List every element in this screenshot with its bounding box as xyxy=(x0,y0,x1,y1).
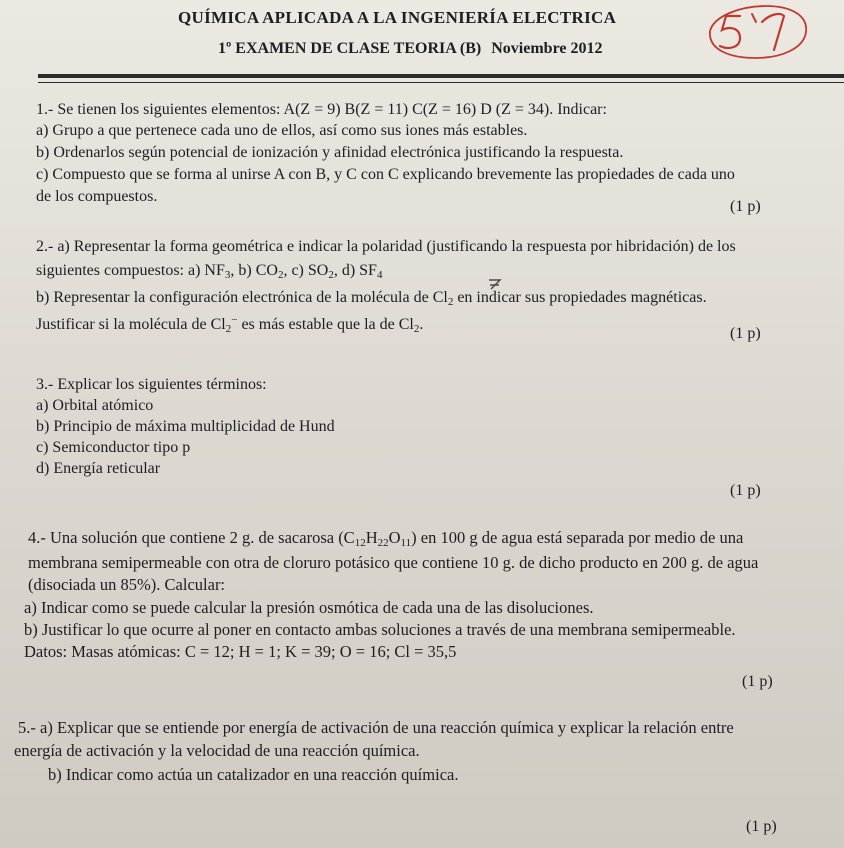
q2-compounds: siguientes compuestos: a) $NF_3$, b) $CO_2$, c) $SO_2$, d) $SF_4$ xyxy=(36,262,383,281)
q2-item-b-justify: Justificar si la molécula de $Cl_2^-$ es más estable que la de $Cl_2$. xyxy=(36,314,424,335)
q3-points: (1 p) xyxy=(730,482,761,499)
q1-item-b: b) Ordenarlos según potencial de ionización y afinidad electrónica justificando la respuesta. xyxy=(36,144,624,161)
q1-intro: 1.- Se tienen los siguientes elementos: A(Z = 9) B(Z = 11) C(Z = 16) D (Z = 34). Indicar: xyxy=(36,101,607,118)
q5-line-1: 5.- a) Explicar que se entiende por energía de activación de una reacción química y explicar la relación entre xyxy=(18,718,734,737)
handwritten-grade xyxy=(700,0,812,62)
q3-item-c: c) Semiconductor tipo p xyxy=(36,439,191,456)
header-rule-thick xyxy=(38,74,844,78)
q1-points: (1 p) xyxy=(730,198,761,215)
q4-line-1: 4.- Una solución que contiene 2 g. de sacarosa $(C_{12}H_{22}O_{11})$ en 100 g de agua está separada por medio de una xyxy=(28,528,744,549)
q3-item-d: d) Energía reticular xyxy=(36,460,161,477)
q2-points: (1 p) xyxy=(730,325,761,342)
q4-item-a: a) Indicar como se puede calcular la presión osmótica de cada una de las disoluciones. xyxy=(24,598,594,617)
q4-points: (1 p) xyxy=(742,673,773,690)
header-rule-thin xyxy=(38,82,844,83)
q1-item-a: a) Grupo a que pertenece cada uno de ellos, así como sus iones más estables. xyxy=(36,122,528,139)
exam-date: Noviembre 2012 xyxy=(491,40,603,57)
q4-line-2: membrana semipermeable con otra de cloruro potásico que contiene 10 g. de dicho producto en 200 g. de agua xyxy=(28,553,759,572)
q1-item-c: c) Compuesto que se forma al unirse A con B, y C con C explicando brevemente las propiedades de cada uno xyxy=(36,166,735,183)
q4-item-b: b) Justificar lo que ocurre al poner en contacto ambas soluciones a través de una membrana semipermeable. xyxy=(24,620,736,639)
exam-name: 1º EXAMEN DE CLASE TEORIA (B) xyxy=(218,40,482,57)
q3-item-b: b) Principio de máxima multiplicidad de Hund xyxy=(36,418,335,435)
q4-line-3: (disociada un 85%). Calcular: xyxy=(28,575,226,594)
exam-subtitle xyxy=(218,40,638,58)
q1-item-c-cont: de los compuestos. xyxy=(36,188,158,205)
q3-intro: 3.- Explicar los siguientes términos: xyxy=(36,376,267,393)
q3-item-a: a) Orbital atómico xyxy=(36,397,154,414)
q5-item-b: b) Indicar como actúa un catalizador en una reacción química. xyxy=(48,765,459,784)
q4-data: Datos: Masas atómicas: C = 12; H = 1; K = 39; O = 16; Cl = 35,5 xyxy=(24,642,457,661)
q5-line-2: energía de activación y la velocidad de una reacción química. xyxy=(14,741,420,760)
q5-points: (1 p) xyxy=(746,818,777,835)
exam-title: QUÍMICA APLICADA A LA INGENIERÍA ELECTRICA xyxy=(178,8,617,27)
q2-item-b: b) Representar la configuración electrónica de la molécula de $Cl_2$ en indicar sus propiedades magnéticas. xyxy=(36,289,707,308)
q2-item-a: 2.- a) Representar la forma geométrica e indicar la polaridad (justificando la respuesta por hibridación) de los xyxy=(36,238,736,255)
